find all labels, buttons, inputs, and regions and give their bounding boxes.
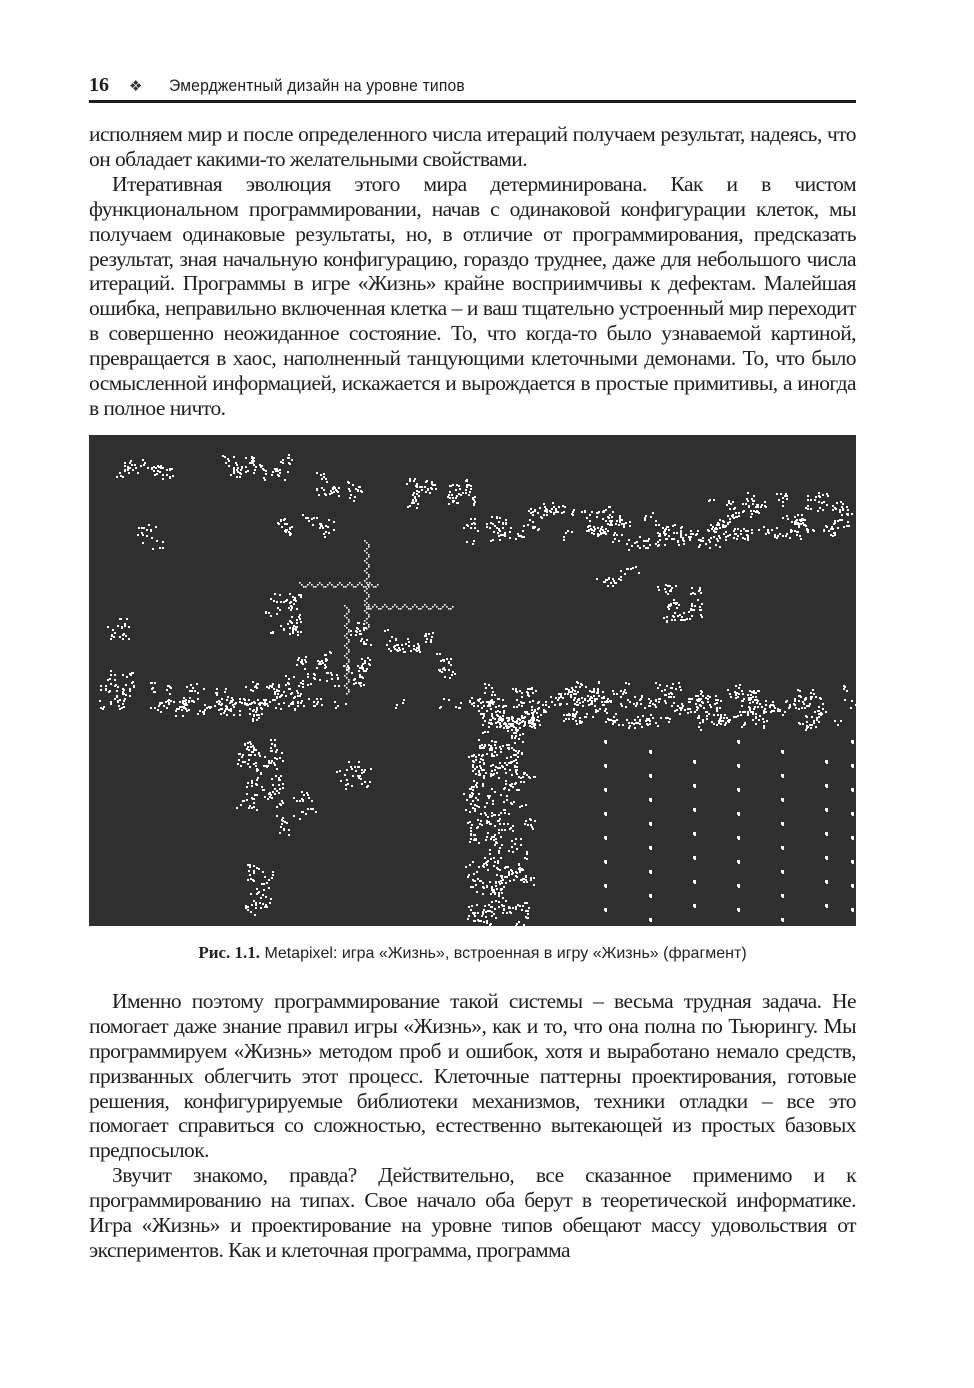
running-header: [89, 74, 856, 103]
paragraph: Звучит знакомо, правда? Действительно, все сказанное применимо и к программированию на типах. Свое начало оба берут в теоретической информатике. Игра «Жизнь» и проектирование на уровне типов обещают массу удовольствия от экспериментов. Как и клеточная программа, программа: [89, 1163, 856, 1262]
paragraph-continued: исполняем мир и после определенного числа итераций получаем результат, надеясь, что он обладает какими-то желательными свойствами.: [89, 122, 856, 171]
paragraph: Именно поэтому программирование такой системы – весьма трудная задача. Не помогает даже знание правил игры «Жизнь», как и то, что она полна по Тьюрингу. Мы программируем «Жизнь» методом проб и ошибок, хотя и выработано немало средств, призванных облегчить этот процесс. Клеточные паттерны проектирования, готовые решения, конфигурируемые библиотеки механизмов, техники отладки – все это помогает справиться со сложностью, естественно вытекающей из простых базовых предпосылок.: [89, 988, 856, 1163]
game-of-life-pattern-image: [89, 435, 856, 926]
paragraph: Итеративная эволюция этого мира детерминирована. Как и в чистом функциональном программировании, начав с одинаковой конфигурации клеток, мы получаем одинаковые результаты, но, в отличие от программирования, предсказать результат, зная начальную конфигурацию, гораздо труднее, даже для небольшого числа итераций. Программы в игре «Жизнь» крайне восприимчивы к дефектам. Малейшая ошибка, неправильно включенная клетка – и ваш тщательно устроенный мир переходит в совершенно неожиданное состояние. То, что когда-то было узнаваемой картиной, превращается в хаос, наполненный танцующими клеточными демонами. То, что было осмысленной информацией, искажается и вырождается в простые примитивы, а иногда в полное ничто.: [89, 171, 856, 420]
ornament-icon: ❖: [129, 77, 143, 95]
figure-metapixel: [89, 435, 856, 926]
page-number: 16: [89, 74, 109, 96]
figure-label: Рис. 1.1.: [198, 942, 261, 962]
figure-caption: [89, 943, 856, 963]
figure-caption-text: Metapixel: игра «Жизнь», встроенная в игру «Жизнь» (фрагмент): [260, 944, 747, 962]
book-page: [89, 74, 856, 1263]
chapter-title: Эмерджентный дизайн на уровне типов: [169, 76, 465, 95]
